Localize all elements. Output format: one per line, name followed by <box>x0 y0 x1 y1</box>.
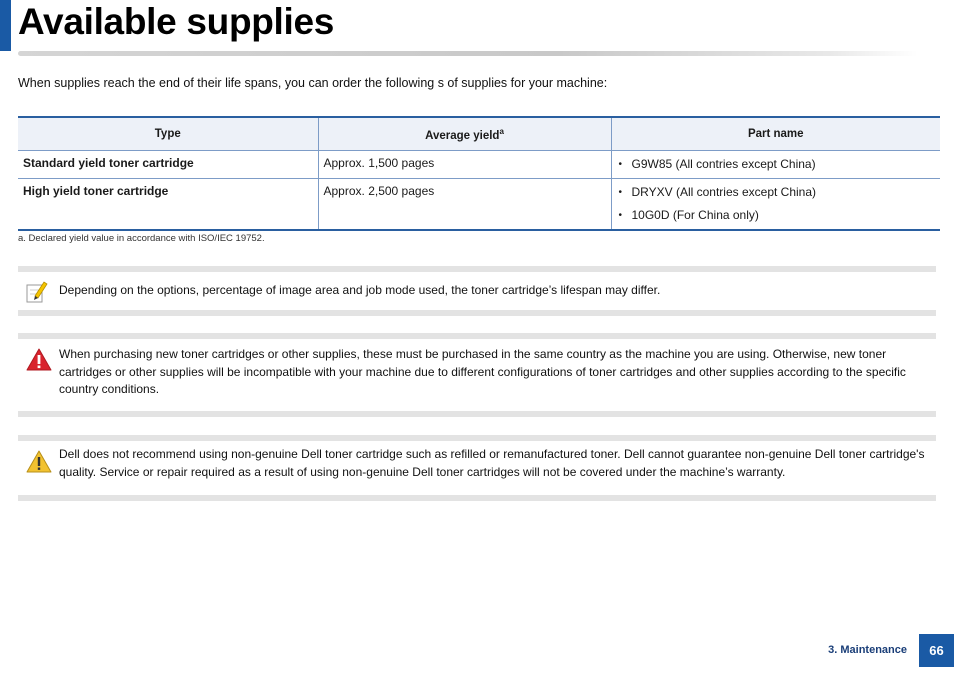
part-list <box>617 156 936 173</box>
note-box <box>18 266 936 316</box>
part-item: • 10G0D (For China only) <box>617 207 936 224</box>
note-text: Depending on the options, percentage of image area and job mode used, the toner cartridge’s lifespan may differ. <box>59 283 661 297</box>
warning-icon <box>26 348 52 378</box>
row-parts <box>611 179 940 231</box>
part-list <box>617 184 936 224</box>
header-yield-label: Average yield <box>425 129 500 142</box>
warning-box <box>18 333 936 417</box>
row-type: High yield toner cartridge <box>18 179 318 231</box>
page-number: 66 <box>919 634 954 667</box>
title-divider <box>18 51 918 56</box>
row-type: Standard yield toner cartridge <box>18 151 318 179</box>
header-part-name: Part name <box>611 117 940 151</box>
caution-box <box>18 435 936 501</box>
table-row <box>18 179 940 231</box>
row-yield: Approx. 1,500 pages <box>318 151 611 179</box>
part-item: • DRYXV (All contries except China) <box>617 184 936 201</box>
header-average-yield <box>318 117 611 151</box>
table-header-row <box>18 117 940 151</box>
table-row <box>18 151 940 179</box>
note-pencil-icon <box>26 280 48 310</box>
warning-text: When purchasing new toner cartridges or other supplies, these must be purchased in the same country as the machine you are using. Otherwise, new toner cartridges or other supplies will be incompatible with your machine due to different configurations of toner cartridges and other supplies according to the specific country conditions. <box>59 347 906 396</box>
title-accent-bar <box>0 0 11 51</box>
header-type: Type <box>18 117 318 151</box>
caution-text: Dell does not recommend using non-genuine Dell toner cartridge such as refilled or remanufactured toner. Dell cannot guarantee non-genuine Dell toner cartridge's quality. Service or repair required as a result of using non-genuine Dell toner cartridges will not be covered under the machine’s warranty. <box>59 447 925 479</box>
footer-section-label: 3. Maintenance <box>828 644 907 656</box>
part-item: • G9W85 (All contries except China) <box>617 156 936 173</box>
caution-icon <box>26 450 52 480</box>
footnote-marker: a <box>499 126 504 136</box>
row-yield: Approx. 2,500 pages <box>318 179 611 231</box>
supplies-table <box>18 116 940 231</box>
intro-paragraph: When supplies reach the end of their life spans, you can order the following s of supplies for your machine: <box>18 76 608 90</box>
table-footnote: a. Declared yield value in accordance with ISO/IEC 19752. <box>18 233 265 244</box>
page-title: Available supplies <box>18 1 335 42</box>
row-parts <box>611 151 940 179</box>
